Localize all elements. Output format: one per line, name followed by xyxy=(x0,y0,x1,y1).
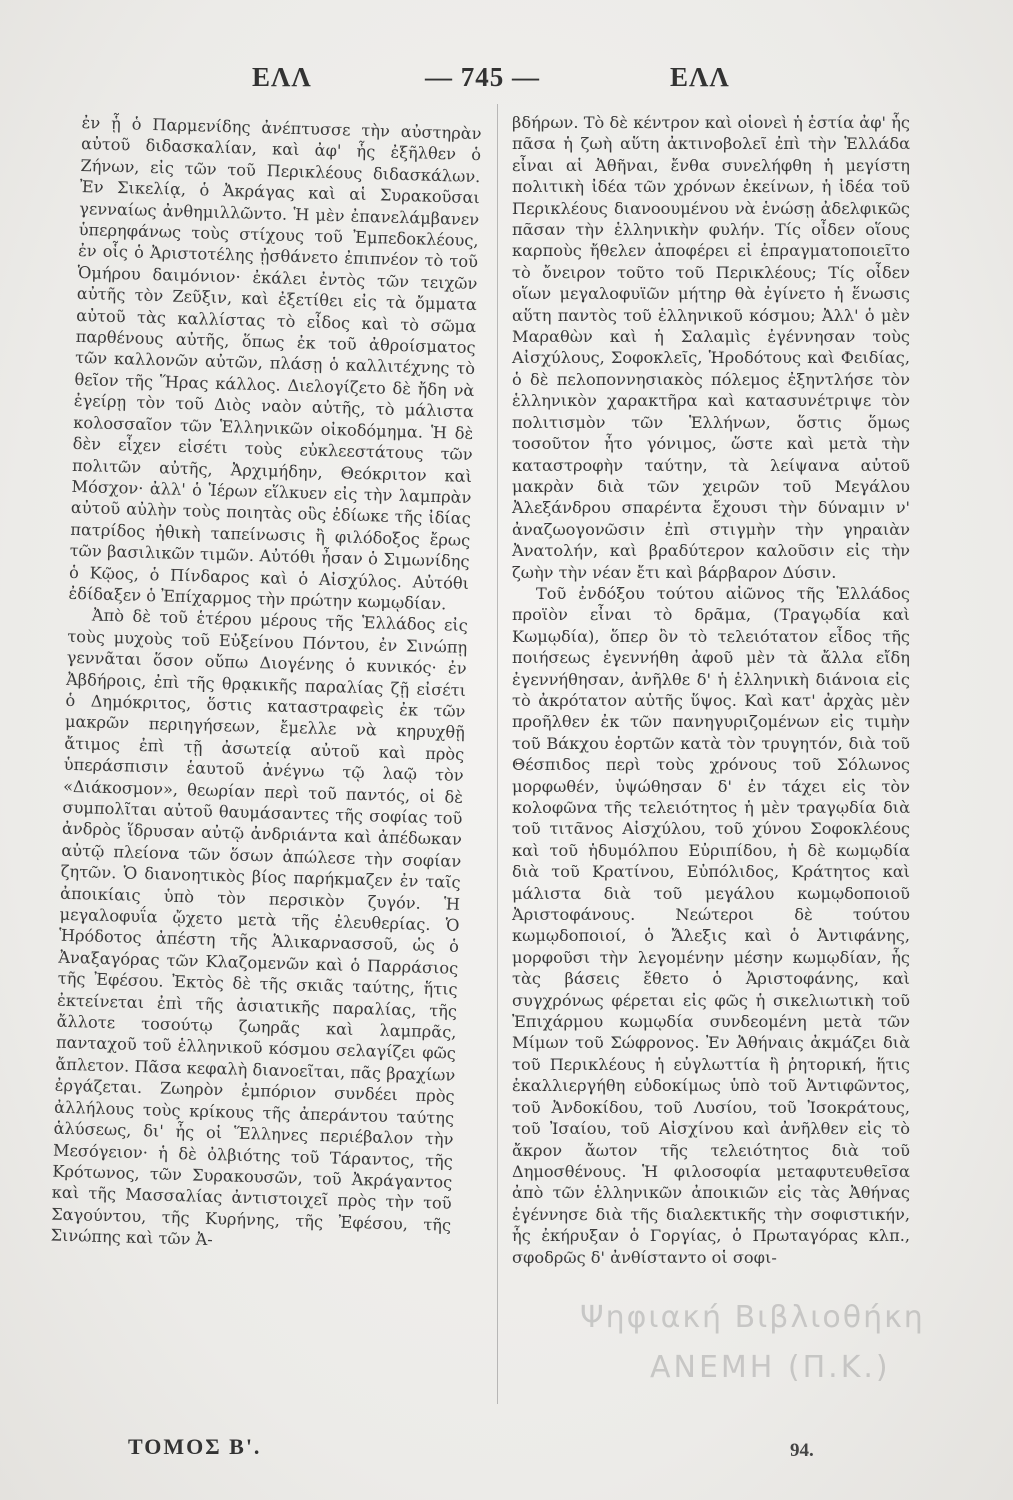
sheet-signature-number: 94. xyxy=(790,1440,814,1461)
watermark-line-1: Ψηφιακή Βιβλιοθήκη xyxy=(580,1300,925,1335)
volume-label: ΤΟΜΟΣ Β'. xyxy=(128,1434,262,1459)
left-paragraph-2: Ἀπὸ δὲ τοῦ ἑτέρου μέρους τῆς Ἑλλάδος εἰς τοὺς μυχοὺς τοῦ Εὐξείνου Πόντου, ἐν Σινώπῃ γεννᾶται ὅσον οὔπω Διογένης ὁ κυνικός· ἐν Ἀβδήροις, ἐπὶ τῆς θρᾳκικῆς παραλίας ζῇ εἰσέτι ὁ Δημόκριτος, ὅστις καταστραφεὶς ἐκ τῶν μακρῶν περιηγήσεων, ἔμελλε νὰ κηρυχθῇ ἄτιμος ἐπὶ τῇ ἀσωτείᾳ αὐτοῦ καὶ πρὸς ὑπεράσπισιν ἑαυτοῦ ἀνέγνω τῷ λαῷ τὸν «Διάκοσμον», θεωρίαν περὶ τοῦ παντός, οἱ δὲ συμπολῖται αὐτοῦ θαυμάσαντες τῆς σοφίας τοῦ ἀνδρὸς ἵδρυσαν αὐτῷ ἀνδριάντα καὶ ἀπέδωκαν αὐτῷ πλείονα τῶν ὅσων ἀπώλεσε τὴν σοφίαν ζητῶν. Ὁ διανοητικὸς βίος παρήκμαζεν ἐν ταῖς ἀποικίαις ὑπὸ τὸν περσικὸν ζυγόν. Ἡ μεγαλοφυΐα ᾤχετο μετὰ τῆς ἐλευθερίας. Ὁ Ἡρόδοτος ἀπέστη τῆς Ἁλικαρνασσοῦ, ὡς ὁ Ἀναξαγόρας τῶν Κλαζομενῶν καὶ ὁ Παρράσιος τῆς Ἐφέσου. Ἐκτὸς δὲ τῆς σκιᾶς ταύτης, ἥτις ἐκτείνεται ἐπὶ τῆς ἀσιατικῆς παραλίας, τῆς ἄλλοτε τοσούτῳ ζωηρᾶς καὶ λαμπρᾶς, πανταχοῦ τοῦ ἑλληνικοῦ κόσμου σελαγίζει φῶς ἄπλετον. Πᾶσα κεφαλὴ διανοεῖται, πᾶς βραχίων ἐργάζεται. Ζωηρὸν ἐμπόριον συνδέει πρὸς ἀλλήλους τοὺς κρίκους τῆς ἀπεράντου ταύτης ἁλύσεως, δι' ἧς οἱ Ἕλληνες περιέβαλον τὴν Μεσόγειον· ἡ δὲ ὀλβιότης τοῦ Τάραντος, τῆς Κρότωνος, τῶν Συρακουσῶν, τοῦ Ἀκράγαντος καὶ τῆς Μασσαλίας ἀντιστοιχεῖ πρὸς τὴν τοῦ Σαγούντου, τῆς Κυρήνης, τῆς Ἐφέσου, τῆς Σινώπης καὶ τῶν Ἀ- xyxy=(50,605,469,1250)
left-paragraph-1: ἐν ᾗ ὁ Παρμενίδης ἀνέπτυσσε τὴν αὐστηρὰν αὐτοῦ διδασκαλίαν, καὶ ἀφ' ἧς ἐξῆλθεν ὁ Ζήνων, εἰς τῶν τοῦ Περικλέους διδασκάλων. Ἐν Σικελίᾳ, ὁ Ἀκράγας καὶ αἱ Συρακοῦσαι γενναίως ἀνθημιλλῶντο. Ἡ μὲν ἐπανελάμβανεν ὑπερηφάνως τοὺς στίχους τοῦ Ἐμπεδοκλέους, ἐν οἷς ὁ Ἀριστοτέλης ᾐσθάνετο ἐπιπνέον τὸ τοῦ Ὁμήρου δαιμόνιον· ἐκάλει ἐντὸς τῶν τειχῶν αὐτῆς τὸν Ζεῦξιν, καὶ ἐξετίθει εἰς τὰ ὄμματα αὐτοῦ τὰς καλλίστας τὸ εἶδος καὶ τὸ σῶμα παρθένους αὐτῆς, ὅπως ἐκ τοῦ ἀθροίσματος τῶν καλλονῶν αὐτῶν, πλάσῃ ὁ καλλιτέχνης τὸ θεῖον τῆς Ἥρας κάλλος. Διελογίζετο δὲ ἤδη νὰ ἐγείρῃ τὸν τοῦ Διὸς ναὸν αὐτῆς, τὸ μάλιστα κολοσσαῖον τῶν Ἑλληνικῶν οἰκοδόμημα. Ἡ δὲ δὲν εἶχεν εἰσέτι τοὺς εὐκλεεστάτους τῶν πολιτῶν αὐτῆς, Ἀρχιμήδην, Θεόκριτον καὶ Μόσχον· ἀλλ' ὁ Ἱέρων εἵλκυεν εἰς τὴν λαμπρὰν αὐτοῦ αὐλὴν τοὺς ποιητὰς οὓς ἐδίωκε τῆς ἰδίας πατρίδος ἠθικὴ ταπείνωσις ἢ φιλόδοξος ἔρως τῶν βασιλικῶν τιμῶν. Αὐτόθι ἦσαν ὁ Σιμωνίδης ὁ Κῷος, ὁ Πίνδαρος καὶ ὁ Αἰσχύλος. Αὐτόθι ἐδίδαξεν ὁ Ἐπίχαρμος τὴν πρώτην κωμῳδίαν. xyxy=(68,112,482,614)
right-paragraph-2: Τοῦ ἐνδόξου τούτου αἰῶνος τῆς Ἑλλάδος προϊὸν εἶναι τὸ δρᾶμα, (Τραγῳδία καὶ Κωμῳδία), ὅπερ ὂν τὸ τελειότατον εἶδος τῆς ποιήσεως ἐγεννήθη ἀφοῦ μὲν τὰ ἄλλα εἴδη ἐγεννήθησαν, ἀνῆλθε δ' ἡ ἑλληνικὴ διάνοια εἰς τὸ ἀκρότατον αὐτῆς ὕψος. Καὶ κατ' ἀρχὰς μὲν προῆλθεν ἐκ τῶν πανηγυριζομένων εἰς τιμὴν τοῦ Βάκχου ἑορτῶν κατὰ τὸν τρυγητόν, διὰ τοῦ Θέσπιδος περὶ τοὺς χρόνους τοῦ Σόλωνος μορφωθέν, ὑψώθησαν δ' ἐν τάχει εἰς τὸν κολοφῶνα τῆς τελειότητος ἡ μὲν τραγῳδία διὰ τοῦ τιτᾶνος Αἰσχύλου, τοῦ χύνου Σοφοκλέους καὶ τοῦ ἡδυμόλπου Εὐριπίδου, ἡ δὲ κωμῳδία διὰ τοῦ Κρατίνου, Εὐπόλιδος, Κράτητος καὶ μάλιστα διὰ τοῦ μεγάλου κωμῳδοποιοῦ Ἀριστοφάνους. Νεώτεροι δὲ τούτου κωμῳδοποιοί, ὁ Ἄλεξις καὶ ὁ Ἀντιφάνης, μορφοῦσι τὴν λεγομένην μέσην κωμῳδίαν, ἧς τὰς βάσεις ἔθετο ὁ Ἀριστοφάνης, καὶ συγχρόνως φέρεται εἰς φῶς ἡ σικελιωτικὴ τοῦ Ἐπιχάρμου κωμῳδία συνδεομένη μετὰ τῶν Μίμων τοῦ Σώφρονος. Ἐν Ἀθήναις ἀκμάζει διὰ τοῦ Περικλέους ἡ εὐγλωττία ἢ ῥητορική, ἥτις ἐκαλλιεργήθη εὐδοκίμως ὑπὸ τοῦ Ἀντιφῶντος, τοῦ Ἀνδοκίδου, τοῦ Λυσίου, τοῦ Ἰσοκράτους, τοῦ Ἰσαίου, τοῦ Αἰσχίνου καὶ ἀνῆλθεν εἰς τὸ ἄκρον ἄωτον τῆς τελειότητος διὰ τοῦ Δημοσθένους. Ἡ φιλοσοφία μεταφυτευθεῖσα ἀπὸ τῶν ἑλληνικῶν ἀποικιῶν εἰς τὰς Ἀθήνας ἐγέννησε διὰ τῆς διαλεκτικῆς τὴν σοφιστικήν, ἧς ἐκήρυξαν ὁ Γοργίας, ὁ Πρωταγόρας κλπ., σφοδρῶς δ' ἀνθίσταντο οἱ σοφι- xyxy=(512,583,910,1267)
running-head-right: ΕΛΛ xyxy=(670,62,730,92)
right-paragraph-1: βδήρων. Τὸ δὲ κέντρον καὶ οἱονεὶ ἡ ἑστία ἀφ' ἧς πᾶσα ἡ ζωὴ αὕτη ἀκτινοβολεῖ ἐπὶ τὴν Ἑλλάδα εἶναι αἱ Ἀθῆναι, ἔνθα συνελήφθη ἡ μεγίστη πολιτικὴ ἰδέα τῶν χρόνων ἐκείνων, ἡ ἰδέα τοῦ Περικλέους διανοουμένου νὰ ἑνώσῃ ἀδελφικῶς πᾶσαν τὴν ἑλληνικὴν φυλήν. Τίς οἶδεν οἵους καρποὺς ἤθελεν ἀποφέρει εἰ ἐπραγματοποιεῖτο τὸ ὄνειρον τοῦτο τοῦ Περικλέους; Τίς οἶδεν οἵων μεγαλοφυϊῶν μήτηρ θὰ ἐγίνετο ἡ ἕνωσις αὕτη παντὸς τοῦ ἑλληνικοῦ κόσμου; Ἀλλ' ὁ μὲν Μαραθὼν καὶ ἡ Σαλαμὶς ἐγέννησαν τοὺς Αἰσχύλους, Σοφοκλεῖς, Ἡροδότους καὶ Φειδίας, ὁ δὲ πελοποννησιακὸς πόλεμος ἐξηντλήσε τὸν ἑλληνικὸν χαρακτῆρα καὶ κατασυνέτριψε τὸν πολιτισμὸν τῶν Ἑλλήνων, ὅστις ὅμως τοσοῦτον ἦτο γόνιμος, ὥστε καὶ μετὰ τὴν καταστροφὴν ταύτην, τὰ λείψανα αὐτοῦ μακρὰν διὰ τῶν χειρῶν τοῦ Μεγάλου Ἀλεξάνδρου σπαρέντα ἔχουσι τὴν δύναμιν ν' ἀναζωογονῶσιν ἐπὶ στιγμὴν τὴν γηραιὰν Ἀνατολήν, καὶ βραδύτερον καλοῦσιν εἰς τὴν ζωὴν τὴν νέαν ἔτι καὶ βάρβαρον Δύσιν. xyxy=(512,113,910,582)
left-text-column xyxy=(50,112,482,1257)
page-header xyxy=(0,62,1013,102)
right-text-column xyxy=(512,112,910,1268)
watermark-line-2: ΑΝΕΜΗ (Π.Κ.) xyxy=(650,1350,891,1385)
page-number: — 745 — xyxy=(425,62,540,92)
column-divider xyxy=(497,104,498,1404)
library-watermark xyxy=(580,1300,1010,1410)
running-head-left: ΕΛΛ xyxy=(252,62,312,92)
